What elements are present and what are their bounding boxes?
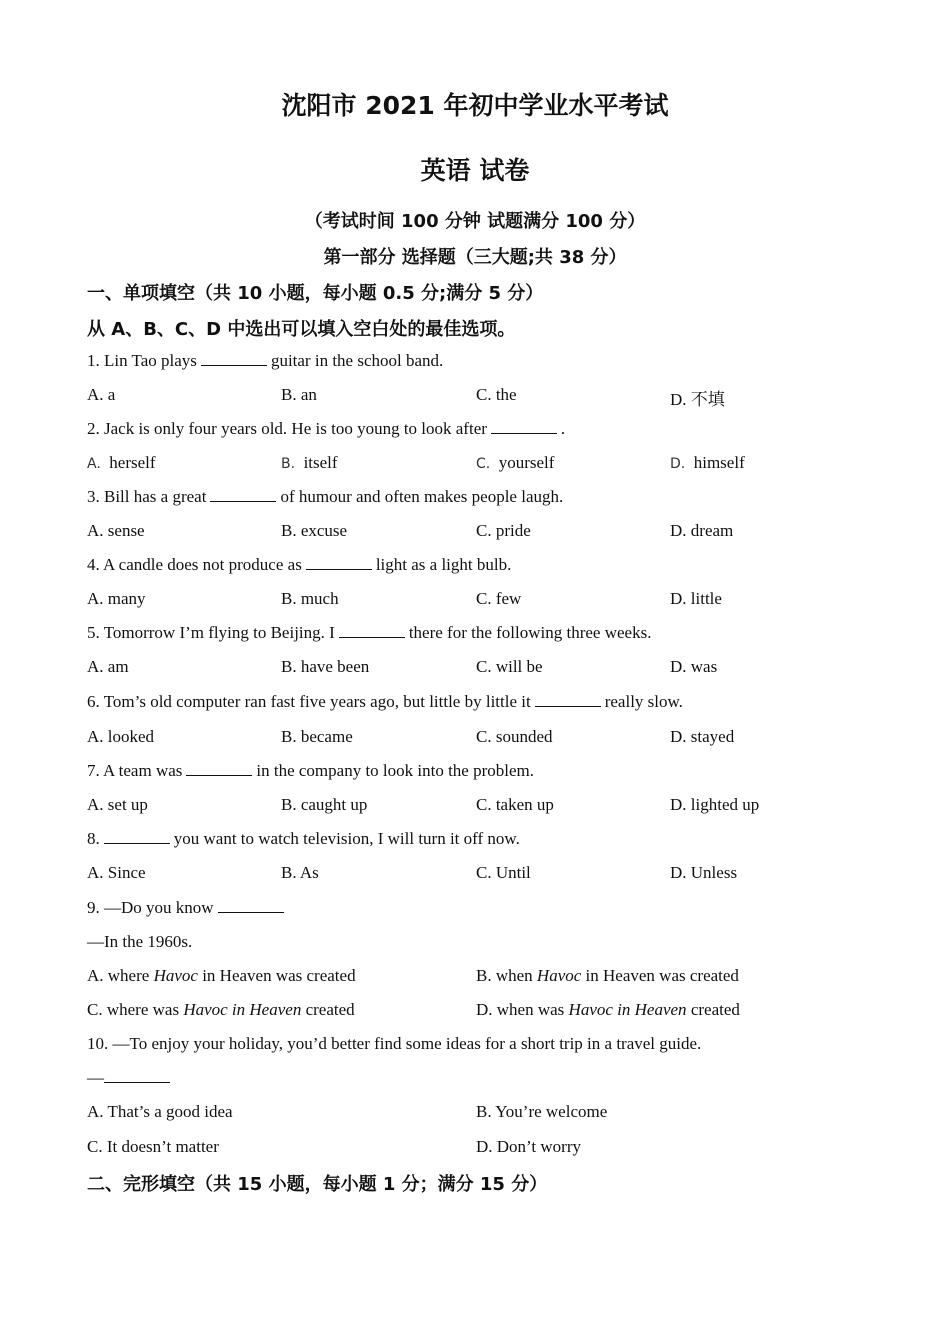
question-9: 9. —Do you know (87, 898, 288, 918)
option: D. lighted up (670, 795, 760, 814)
option: A. looked (87, 727, 155, 746)
option: D. Don’t worry (476, 1137, 581, 1156)
option: B. As (281, 863, 319, 882)
option: C. Until (476, 863, 531, 882)
answer-blank (339, 623, 405, 638)
exam-info: （考试时间 100 分钟 试题满分 100 分） (304, 211, 646, 232)
question-3: 3. Bill has a great of humour and often makes people laugh. (87, 487, 564, 506)
section-one-instruction: 从 A、B、C、D 中选出可以填入空白处的最佳选项。 (87, 319, 516, 340)
question-8: 8. you want to watch television, I will turn it off now. (87, 829, 520, 848)
answer-blank (186, 761, 252, 776)
option: C. will be (476, 657, 543, 676)
answer-blank (104, 1068, 170, 1083)
exam-title: 沈阳市 2021 年初中学业水平考试 (281, 91, 669, 120)
answer-blank (218, 898, 284, 913)
answer-blank (535, 692, 601, 707)
answer-blank (210, 487, 276, 502)
option: B. became (281, 727, 353, 746)
question-1: 1. Lin Tao plays guitar in the school band. (87, 351, 444, 370)
option: B. itself (281, 453, 338, 472)
option: A. That’s a good idea (87, 1102, 233, 1121)
question-9-reply: —In the 1960s. (87, 932, 193, 951)
option: C. pride (476, 521, 531, 540)
question-6: 6. Tom’s old computer ran fast five years ago, but little by little it really slow. (87, 692, 683, 711)
option: D. dream (670, 521, 734, 540)
section-two-heading: 二、完形填空（共 15 小题，每小题 1 分；满分 15 分） (87, 1174, 548, 1195)
question-4: 4. A candle does not produce as light as a light bulb. (87, 555, 512, 574)
option: A. a (87, 385, 116, 404)
option: C. where was Havoc in Heaven created (87, 1000, 355, 1019)
option: D. Unless (670, 863, 738, 882)
section-one-heading: 一、单项填空（共 10 小题，每小题 0.5 分;满分 5 分） (87, 283, 544, 304)
option: A. am (87, 657, 129, 676)
option: D. was (670, 657, 718, 676)
option: B. excuse (281, 521, 348, 540)
answer-blank (201, 351, 267, 366)
question-7: 7. A team was in the company to look into the problem. (87, 761, 535, 780)
question-10-reply: — (87, 1068, 174, 1088)
part-one-heading: 第一部分 选择题（三大题;共 38 分） (323, 247, 627, 268)
question-2: 2. Jack is only four years old. He is too young to look after . (87, 419, 566, 438)
option: C. yourself (476, 453, 555, 472)
option: A. where Havoc in Heaven was created (87, 966, 356, 985)
option: B. an (281, 385, 317, 404)
option: B. much (281, 589, 339, 608)
option: A. herself (87, 453, 156, 472)
option: C. sounded (476, 727, 553, 746)
option: B. when Havoc in Heaven was created (476, 966, 739, 985)
exam-subject: 英语 试卷 (420, 156, 530, 185)
option: B. caught up (281, 795, 368, 814)
option: D. himself (670, 453, 745, 472)
option: D. little (670, 589, 722, 608)
option: C. few (476, 589, 522, 608)
option: A. sense (87, 521, 145, 540)
question-5: 5. Tomorrow I’m flying to Beijing. I there for the following three weeks. (87, 623, 652, 642)
option: B. have been (281, 657, 370, 676)
option: D. when was Havoc in Heaven created (476, 1000, 740, 1019)
option: C. taken up (476, 795, 554, 814)
answer-blank (306, 555, 372, 570)
answer-blank (491, 419, 557, 434)
option: A. Since (87, 863, 146, 882)
question-10: 10. —To enjoy your holiday, you’d better find some ideas for a short trip in a travel guide. (87, 1034, 702, 1053)
option: D. 不填 (670, 390, 725, 409)
option: A. many (87, 589, 146, 608)
option: A. set up (87, 795, 148, 814)
option: B. You’re welcome (476, 1102, 608, 1121)
answer-blank (104, 829, 170, 844)
option: D. stayed (670, 727, 735, 746)
option: C. the (476, 385, 517, 404)
option: C. It doesn’t matter (87, 1137, 219, 1156)
